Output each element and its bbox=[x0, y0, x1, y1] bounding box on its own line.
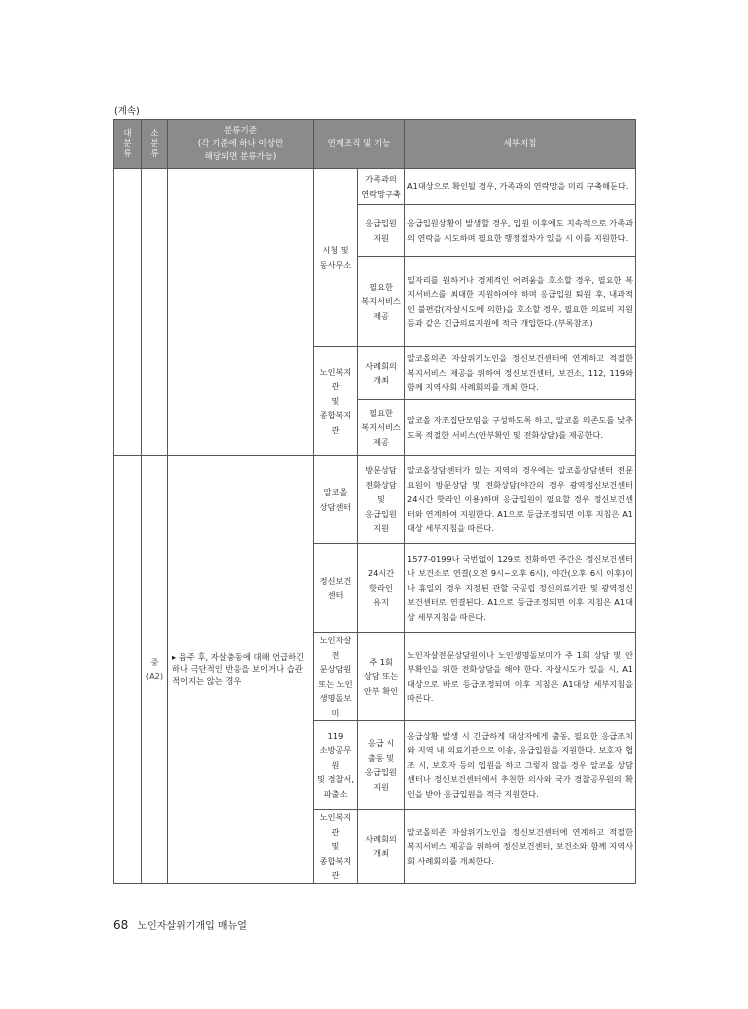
criteria-cell bbox=[168, 456, 314, 884]
func-line: 전화상담 bbox=[365, 479, 397, 490]
header-criteria-line: 해당되면 분류가능) bbox=[204, 151, 277, 162]
org-line: 시청 및 bbox=[322, 245, 349, 255]
major-category-cell bbox=[114, 169, 142, 456]
func-cell bbox=[358, 544, 405, 633]
func-cell bbox=[358, 633, 405, 721]
func-line: 사례회의 bbox=[365, 360, 397, 371]
func-line: 복지서비스 bbox=[361, 422, 401, 433]
func-cell bbox=[358, 347, 405, 400]
org-cell bbox=[314, 544, 358, 633]
func-line: 응급입원 bbox=[365, 767, 397, 777]
criterion-text: ▸ 음주 후, 자살충동에 대해 언급하긴 하나 극단적인 반응을 보이거나 습관적이지는 않는 경우 bbox=[172, 652, 305, 687]
detail-cell: 응급입원상황이 발생할 경우, 입원 이후에도 지속적으로 가족과의 연락을 시도하며 필요한 행정절차가 있을 시 이를 지원한다. bbox=[405, 205, 636, 257]
header-minor-char: 분 bbox=[150, 139, 159, 149]
func-line: 지원 bbox=[373, 523, 389, 534]
org-line: 파출소 bbox=[323, 788, 348, 799]
func-line: 응급입원 bbox=[365, 218, 397, 228]
detail-cell: 알코올 자조집단모임을 구성하도록 하고, 알코올 의존도를 낮추도록 적절한 서비스(안부확인 및 전화상담)를 제공한다. bbox=[405, 400, 636, 456]
func-line: 가족과의 bbox=[365, 174, 397, 184]
func-line: 및 bbox=[377, 494, 385, 505]
func-cell bbox=[358, 400, 405, 456]
func-line: 24시간 bbox=[367, 568, 395, 579]
header-minor-char: 류 bbox=[150, 149, 159, 159]
header-major-char: 대 bbox=[123, 129, 132, 139]
header-major-char: 류 bbox=[123, 149, 132, 159]
org-line: 종합복지관 bbox=[319, 410, 352, 435]
header-minor-char: 소 bbox=[150, 129, 159, 139]
detail-cell: 알코올상담센터가 있는 지역의 경우에는 알코올상담센터 전문요원이 방문상담 및 전화상담(야간의 경우 광역정신보건센터 24시간 핫라인 이용)하며 응급입원이 필요할 경우 정신보건센터와 연계하여 지원한다. A1으로 등급조정되면 이후 지침은 A1대상 세부지침을 따른다. bbox=[405, 456, 636, 544]
org-line: 및 bbox=[331, 841, 340, 851]
header-major-category bbox=[114, 120, 142, 169]
table-row bbox=[114, 169, 636, 205]
book-title: 노인자살위기개입 매뉴얼 bbox=[137, 921, 247, 932]
func-line: 응급 시 bbox=[367, 738, 395, 748]
func-line: 출동 및 bbox=[367, 752, 395, 763]
criteria-cell bbox=[168, 169, 314, 456]
major-category-cell bbox=[114, 456, 142, 884]
func-line: 지원 bbox=[373, 781, 389, 792]
func-line: 방문상담 bbox=[365, 465, 397, 476]
func-line: 연락망구축 bbox=[361, 188, 401, 199]
func-line: 주 1회 bbox=[369, 656, 393, 667]
level-label: 중 bbox=[150, 656, 159, 667]
func-line: 필요한 bbox=[369, 407, 393, 418]
org-cell bbox=[314, 456, 358, 544]
org-line: 센터 bbox=[327, 590, 344, 600]
func-line: 사례회의 bbox=[365, 833, 397, 844]
func-line: 제공 bbox=[373, 436, 389, 447]
org-line: 문상담원 bbox=[319, 664, 352, 674]
func-cell bbox=[358, 456, 405, 544]
org-line: 상담센터 bbox=[319, 501, 352, 512]
org-line: 종합복지관 bbox=[319, 855, 352, 880]
org-line: 노인복지관 bbox=[319, 812, 352, 837]
header-criteria bbox=[168, 120, 314, 169]
org-line: 알코올 bbox=[323, 487, 348, 497]
header-org: 연계조직 및 기능 bbox=[314, 120, 405, 169]
org-line: 및 경찰서, bbox=[317, 774, 354, 785]
table-row bbox=[114, 456, 636, 544]
org-line: 노인복지관 bbox=[319, 366, 352, 392]
org-cell bbox=[314, 721, 358, 810]
func-line: 복지서비스 bbox=[361, 296, 401, 307]
func-line: 유지 bbox=[373, 597, 389, 608]
func-line: 개최 bbox=[373, 375, 389, 385]
func-line: 핫라인 bbox=[369, 582, 393, 593]
minor-category-cell bbox=[142, 169, 168, 456]
header-criteria-line: 분류기준 bbox=[224, 125, 257, 136]
func-line: 상담 또는 bbox=[363, 671, 399, 682]
table-header-row bbox=[114, 120, 636, 169]
level-code: (A2) bbox=[145, 671, 164, 682]
header-criteria-line: (각 기준에 하나 이상만 bbox=[197, 138, 284, 149]
continued-label: (계속) bbox=[114, 106, 140, 117]
func-cell bbox=[358, 169, 405, 205]
detail-cell: 응급상황 발생 시 긴급하게 대상자에게 출동, 필요한 응급조치와 지역 내 의료기관으로 이송, 응급입원을 지원한다. 보호자 협조 시, 보호자 등의 입원을 하고 그렇지 않을 경우 알코올 상담센터나 정신보건센터에서 추천한 의사와 국가 경찰공무원의 확인을 받아 응급입원을 적극 지원한다. bbox=[405, 721, 636, 810]
org-line: 정신보건 bbox=[319, 575, 352, 586]
org-cell bbox=[314, 810, 358, 884]
org-line: 생명돌보미 bbox=[319, 693, 352, 718]
header-minor-category bbox=[142, 120, 168, 169]
org-cell bbox=[314, 169, 358, 347]
func-line: 제공 bbox=[373, 310, 389, 321]
func-line: 응급입원 bbox=[365, 508, 397, 519]
detail-cell: 일자리를 원하거나 경제적인 어려움을 호소할 경우, 필요한 복지서비스를 최대한 지원하여야 하며 응급입원 퇴원 후, 내과적인 불편감(자살시도에 의한)을 호소할 경우, 필요한 의료비 지원 등과 같은 긴급의료지원에 적극 개입한다.(부록참조) bbox=[405, 257, 636, 347]
header-detail: 세부지침 bbox=[405, 120, 636, 169]
org-line: 동사무소 bbox=[319, 259, 352, 270]
detail-cell: 알코올의존 자살위기노인을 정신보건센터에 연계하고 적절한 복지서비스 제공을 위하여 정신보건센터, 보건소와 함께 지역사회 사례회의를 개최한다. bbox=[405, 810, 636, 884]
func-line: 지원 bbox=[373, 232, 389, 243]
org-line: 및 bbox=[331, 395, 340, 406]
org-cell bbox=[314, 347, 358, 456]
org-line: 또는 노인 bbox=[318, 678, 353, 689]
header-major-char: 분 bbox=[123, 139, 132, 149]
func-line: 개최 bbox=[373, 848, 389, 859]
func-line: 안부 확인 bbox=[363, 685, 399, 696]
func-cell bbox=[358, 257, 405, 347]
func-line: 필요한 bbox=[369, 281, 393, 292]
func-cell bbox=[358, 205, 405, 257]
detail-cell: 노인자살전문상담원이나 노인생명돌보미가 주 1회 상담 및 안부확인을 위한 전화상담을 해야 한다. 자살시도가 있을 시, A1대상으로 바로 등급조정되며 이후 지침은 A1대상 세부지침을 따른다. bbox=[405, 633, 636, 721]
org-line: 소방공무원 bbox=[319, 745, 352, 770]
func-cell bbox=[358, 721, 405, 810]
func-cell bbox=[358, 810, 405, 884]
detail-cell: A1대상으로 확인될 경우, 가족과의 연락망을 미리 구축해둔다. bbox=[405, 169, 636, 205]
org-cell bbox=[314, 633, 358, 721]
detail-cell: 알코올의존 자살위기노인을 정신보건센터에 연계하고 적절한 복지서비스 제공을 위하여 정신보건센터, 보건소, 112, 119와 함께 지역사회 사례회의를 개최 한다. bbox=[405, 347, 636, 400]
org-line: 119 bbox=[327, 730, 344, 741]
page-number: 68 bbox=[113, 918, 129, 932]
guideline-table bbox=[113, 119, 636, 884]
page-footer bbox=[113, 917, 247, 932]
level-cell bbox=[142, 456, 168, 884]
detail-cell: 1577-0199나 국번없이 129로 전화하면 주간은 정신보건센터나 보건소로 연결(오전 9시~오후 6시), 야간(오후 6시 이후)이나 휴일의 경우 지정된 관할 국공립 정신의료기관 및 광역정신보건센터로 연결된다. A1으로 등급조정되면 이후 지침은 A1대상 세부지침을 따른다. bbox=[405, 544, 636, 633]
org-line: 노인자살전 bbox=[319, 635, 352, 660]
